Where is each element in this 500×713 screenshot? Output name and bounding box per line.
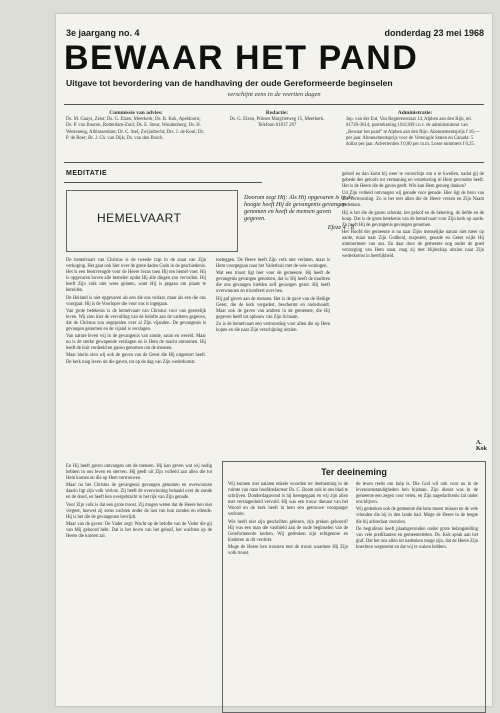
masthead-title: BEWAAR HET PAND — [64, 39, 419, 77]
scripture-quote — [244, 194, 354, 231]
issue-date: donderdag 23 mei 1968 — [384, 28, 484, 38]
commissie-text: Ds. M. Gaays, Zeist; Ds. G. Elzen, Meerkerk; Ds. R. Kok, Apeldoorn; Ds. P. van Buuren, Rotterdam-Zuid; Ds. E. Steur, Woudenberg; Ds. H. Westeneng, Alblasserdam; Dr. C. Stel, Zwijndrecht; Drs. J. de Kool; Dr. P. de Boer; Br. J. Ch. van Dijk; Ds. van den Bosch. — [66, 117, 205, 141]
commissie-title: Commissie van advies: — [109, 110, 163, 116]
masthead-subtitle: Uitgave tot bevordering van de handhaving der oude Gereformeerde beginselen — [66, 78, 393, 88]
header-rule — [64, 104, 484, 105]
administratie-text: Jop. van der Ent, Van Regterenstraat 14, Alphen aan den Rijn, tel. 01720-3614, postrekening 1041309 t.n.v. de administrateur van „Bewaar het pand" te Alphen aan den Rijn. Abonnementsprijs f 10,— per jaar. Abonnementsprijs voor de Verenigde Staten en Canada: 5 dollar per jaar. Advertenties f 0,80 per m.m. Losse nummers f 0,25. — [346, 117, 480, 148]
signoff: A. Kok — [476, 440, 488, 452]
article-title: HEMELVAART — [97, 211, 182, 225]
quote-reference: Efeze 4 : 8 — [327, 224, 354, 231]
section-label: MEDITATIE — [66, 170, 108, 177]
masthead-tagline: verschijnt eens in de veertien dagen — [227, 91, 321, 98]
meditation-column-1: De hemelvaart van Christus is de tweede trap in de staat van Zijn verhoging. Het gaat ook hier over de grote daden Gods in de geschiedenis. Het is een feestvreugde voor de Heere Jezus toen Hij ten hemel voer. Hij is opgevaren boven alle hemelen opdat Hij alle dingen zou vervullen. Hij heeft Zijn volk niet wees gelaten, want Hij is gegaan om plaats te bereiden. De Heiland is niet opgevaren als een die ons verlaat, maar als een die ons voorgaat. Hij is de Voorloper die voor ons is ingegaan. Van grote betekenis is de hemelvaart van Christus voor ons geestelijk leven. Wij zien hier de vervulling van de belofte aan de vaderen gegeven, dat de Christus zou zegepralen over al Zijn vijanden. De gevangenis is gevangen genomen en de vijand is verslagen. Van nature leven wij in de gevangenis van zonde, satan en wereld. Maar nu is de sterke gewapende verslagen en is Hem de macht ontnomen. Hij heeft de buit verdeeld en gaven genomen om de mensen. Maar hierin zien wij ook de gaven van de Geest die Hij uitgestort heeft. De kerk mag leven uit die gaven, tot op de dag van Zijn wederkomst. — [66, 258, 206, 365]
section-rule — [64, 182, 262, 183]
article-title-box — [66, 190, 238, 252]
newspaper-page — [56, 14, 492, 706]
meditation-column-2: toeleggen. De Heere heeft Zijn volk niet verlaten, maar is Hem voorgegaan naar het Vaderhuis met de vele woningen. Wat een troost ligt hier voor de gemeente. Hij heeft de gevangenis gevangen genomen, dat is: Hij heeft de machten die ons gevangen hielden zelf gevangen gezet. Hij heeft overwonnen en triomfeert over hen. Hij gaf gaven aan de mensen. Het is de gave van de Heilige Geest, die de kerk vergadert, beschermt en onderhoudt. Maar ook de gaven van ambten in de gemeente, die Hij gegeven heeft tot opbouw van Zijn lichaam. Zo is de hemelvaart een vertroosting voor allen die op Hem hopen en die naar Zijn verschijning uitzien. — [216, 258, 330, 334]
quote-text: Doorom zegt Hij: Als Hij opgevaren is in de hoogte heeft Hij de gevangenis gevangen genomen en heeft de mensen gaven gegeven. — [244, 194, 354, 222]
redactie-text: Ds. G. Elzen, Prinses Margrietweg 15, Meerkerk. Telefoon 01837 267 — [229, 117, 325, 129]
redactie-block — [224, 110, 330, 130]
ter-column-2: de leven reeds om hulp is. Die God wil ook voor nu in de levensomstandigheden hen bijstaan. Zijn dienst was in de gemeente een zegen voor velen, en Zijn nagedachtenis zal onder ons blijven. Wij gedenken ook de gemeente die hem moest missen en de vele vrienden die hij in den lande had. Moge de Heere in de leegte die hij achterlaat voorzien. De begrafenis heeft plaatsgevonden onder grote belangstelling van vele predikanten en gemeenteleden. Ds. Kok sprak aan het graf. Dat het ons allen tot nadenken moge zijn, dat de Heere Zijn knechten wegneemt en dat wij te waken hebben. — [356, 482, 478, 550]
info-rule — [64, 162, 484, 163]
meditation-column-4: En Hij heeft gaven ontvangen om de mensen. Hij kan geven wat wij nodig hebben in ons leven en sterven. Hij geeft uit Zijn volheid aan allen die tot Hem komen en die op Hem vertrouwen. Maar nu het Christus de gevangenis gevangen genomen en overwonnen daarin ligt zijn volk verlost. Zij heeft de overwinning behaald over de zonde en de dood, en heeft hen overgebracht in het rijk van Zijn genade. Voor Zijn volk is dat een grote troost. Zij mogen weten dat de Heere hen niet vergeet, hoewel zij soms zuchten onder de last van hun zonden en ellende. Hij is het die de gevangenen bevrijdt. Maar van de gaven: De Vader zegt: Wacht op de belofte van de Vader die gij van Mij gehoord hebt. Dat is het leven van het geloof, het wachten op de Heere die komen zal. — [66, 464, 212, 540]
administratie-title: Administratie: — [397, 110, 433, 116]
redactie-title: Redactie: — [265, 110, 289, 116]
issue-number: 3e jaargang no. 4 — [66, 28, 140, 38]
ter-deeineming-title: Ter deeineming — [321, 467, 387, 477]
commissie-block — [66, 110, 206, 142]
meditation-column-3: geloof en dan komt hij weer te voorschijn om u te kwellen, nadat gij de gebede des geloofs tot vermaning en verzekering in Hem gevonden heeft. Het is de Heere die de gaven geeft. Wie kan Hem genoeg danken? Uit Zijn volheid ontvangen wij genade voor genade. Hier ligt de bron van alle vertroosting. Zo is het met allen die de Heere vrezen en Zijn Naam gedenken. Hij is het die de gaven schenkt, het geloof en de bekering, de liefde en de hoop. Dat is de grote betekenis van de hemelvaart voor Zijn kerk op aarde. Zo heeft Hij de gevangenis gevangen genomen. Het Hoofd der gemeente is nu naar Zijns menselijke natuur niet meer op aarde, maar naar Zijn Godheid, majesteit, genade en Geest wijkt Hij nimmermeer van ons. En daar door de gemeente nog onder de goed verzorging van Hem staat, mag zij met blijdschap uitzien naar Zijn wederkomst in heerlijkheid. — [342, 172, 484, 260]
administratie-block — [346, 110, 484, 148]
ter-column-1: Wij kunnen niet nalaten enkele woorden ter deelneming in de ruimte van onze hoofdredacteur Ds. C. Boom ook in ons blad te schrijven. Donderdagavond is hij heengegaan en wij zijn allen met verslagenheid vervuld. Hij was een trouw dienaar van het Woord en de kerk heeft in hem een getrouwe voorganger verloren. Wie heeft niet zijn geschriften gelezen, zijn preken gehoord? Hij was een man die vasthield aan de oude beginselen van de Gereformeerde kerken. Wij gedenken zijn echtgenote en kinderen in dit verdriet. Moge de Heere hen troosten met de troost waarmee Hij Zijn volk troost. — [228, 482, 348, 557]
issue-line — [66, 28, 484, 38]
